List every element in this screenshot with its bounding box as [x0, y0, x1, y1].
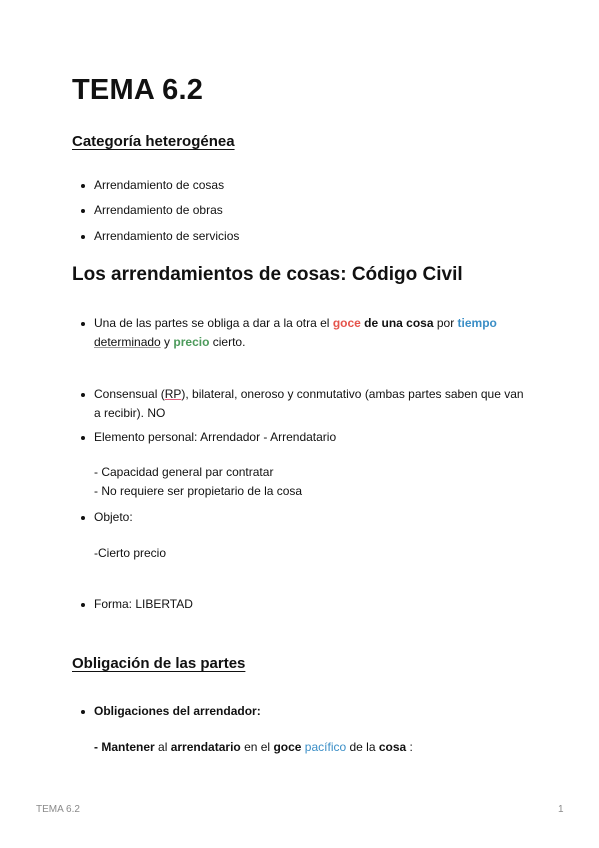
page-title: TEMA 6.2: [72, 74, 204, 106]
list-item: Arrendamiento de cosas: [94, 176, 524, 195]
mantener-text: - Mantener al arrendatario en el goce pacífico de la cosa :: [94, 740, 413, 754]
footer-title: TEMA 6.2: [36, 804, 80, 815]
list-item-obligaciones: Obligaciones del arrendador:: [94, 702, 524, 721]
list-item: Arrendamiento de servicios: [94, 227, 524, 246]
sub-text: -Cierto precio: [94, 546, 167, 560]
sub-text: - Capacidad general par contratar: [94, 465, 274, 479]
sub-text: - No requiere ser propietario de la cosa: [94, 484, 303, 498]
heading-obligacion: Obligación de las partes: [72, 655, 246, 672]
heading-arrendamientos-cosas: Los arrendamientos de cosas: Código Civil: [72, 264, 463, 285]
list-item-forma: Forma: LIBERTAD: [94, 595, 524, 614]
list-item: Arrendamiento de obras: [94, 201, 524, 220]
page-number: 1: [558, 804, 564, 815]
list-item-consensual: Consensual (RP), bilateral, oneroso y conmutativo (ambas partes saben que van a recibir). NO: [94, 385, 524, 423]
list-item-definicion: Una de las partes se obliga a dar a la otra el goce de una cosa por tiempo determinado y precio cierto.: [94, 314, 524, 352]
heading-categoria: Categoría heterogénea: [72, 133, 235, 150]
list-item-elemento: Elemento personal: Arrendador - Arrendatario: [94, 428, 524, 447]
list-item-objeto: Objeto:: [94, 508, 524, 527]
